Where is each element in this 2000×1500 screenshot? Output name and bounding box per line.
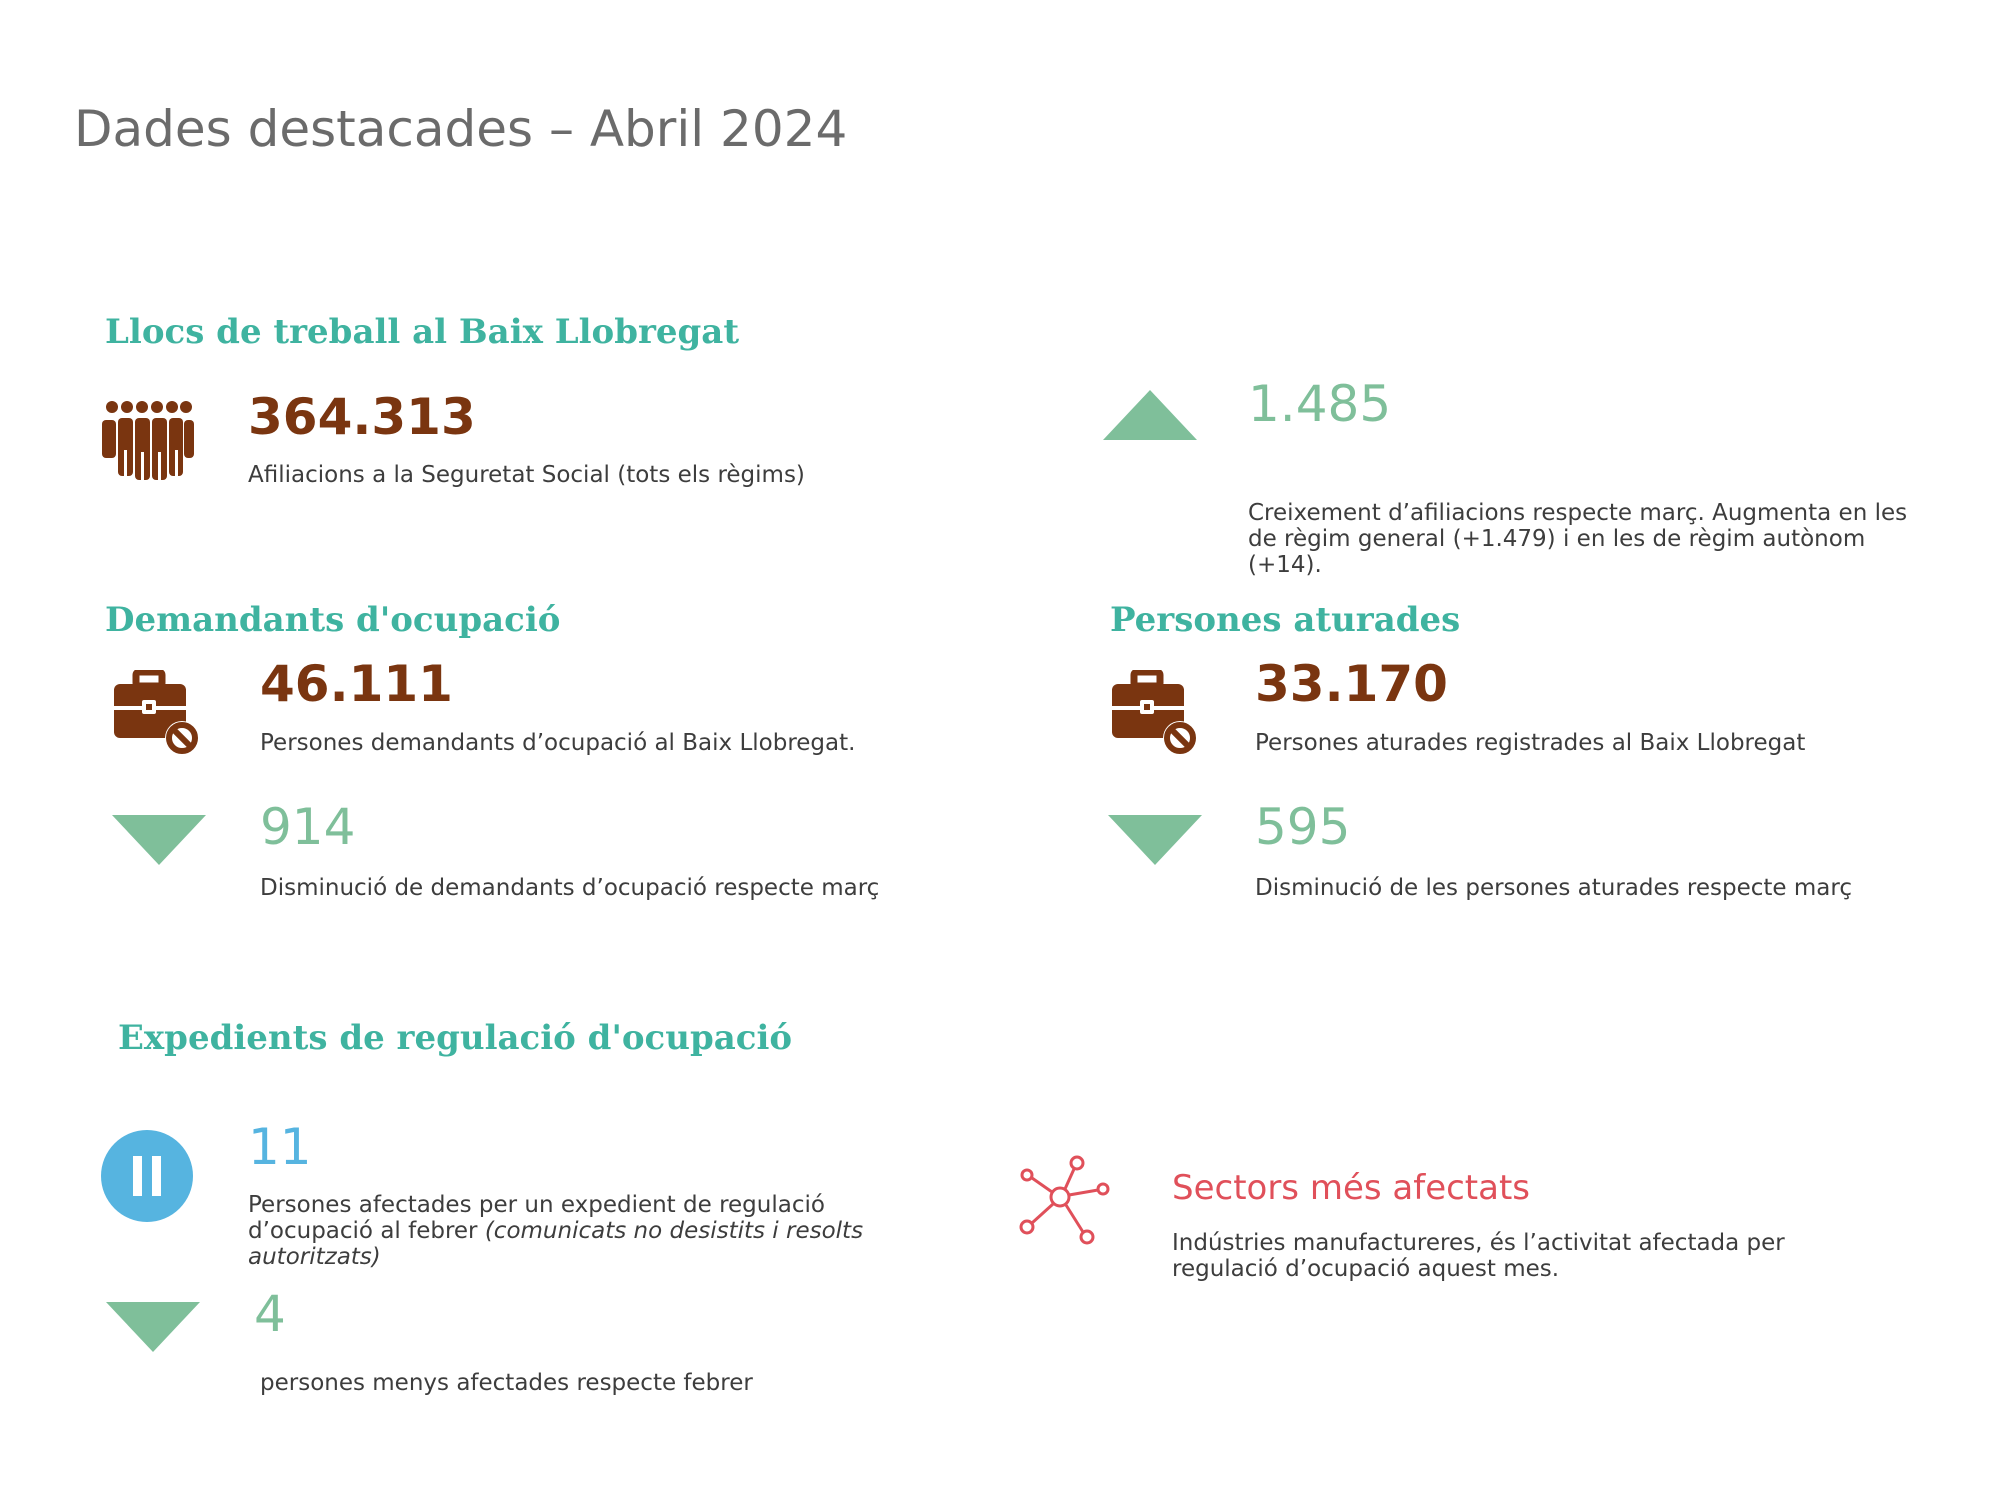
job-seekers-change-value: 914 bbox=[260, 798, 356, 856]
erto-description bbox=[248, 1192, 928, 1270]
jobs-value: 364.313 bbox=[248, 388, 476, 446]
people-group-icon bbox=[100, 400, 195, 480]
jobs-description: Afiliacions a la Seguretat Social (tots els règims) bbox=[248, 462, 805, 488]
job-seekers-change-description: Disminució de demandants d’ocupació respecte març bbox=[260, 875, 880, 901]
jobs-change-description: Creixement d’afiliacions respecte març. Augmenta en les de règim general (+1.479) i en les de règim autònom (+14). bbox=[1248, 500, 1908, 578]
job-seekers-description: Persones demandants d’ocupació al Baix Llobregat. bbox=[260, 730, 856, 756]
unemployed-description: Persones aturades registrades al Baix Llobregat bbox=[1255, 730, 1806, 756]
erto-change-value: 4 bbox=[254, 1285, 286, 1343]
triangle-down-icon bbox=[112, 815, 206, 865]
erto-section-title: Expedients de regulació d'ocupació bbox=[118, 1018, 793, 1058]
unemployed-section-title: Persones aturades bbox=[1110, 600, 1461, 640]
erto-change-description: persones menys afectades respecte febrer bbox=[260, 1370, 753, 1396]
jobs-section-title: Llocs de treball al Baix Llobregat bbox=[105, 312, 740, 352]
sectors-title: Sectors més afectats bbox=[1172, 1168, 1531, 1208]
triangle-up-icon bbox=[1103, 390, 1197, 440]
network-nodes-icon bbox=[1015, 1155, 1115, 1245]
sectors-description: Indústries manufactureres, és l’activitat afectada per regulació d’ocupació aquest mes. bbox=[1172, 1230, 1785, 1282]
erto-value: 11 bbox=[248, 1118, 312, 1176]
unemployed-value: 33.170 bbox=[1255, 655, 1448, 713]
unemployed-change-description: Disminució de les persones aturades respecte març bbox=[1255, 875, 1852, 901]
briefcase-ban-icon bbox=[1108, 670, 1203, 760]
erto-description-main: Persones afectades per un expedient de regulació d’ocupació al febrer bbox=[248, 1192, 825, 1244]
pause-circle-icon bbox=[101, 1130, 193, 1222]
triangle-down-icon bbox=[106, 1302, 200, 1352]
triangle-down-icon bbox=[1108, 815, 1202, 865]
unemployed-change-value: 595 bbox=[1255, 798, 1351, 856]
job-seekers-value: 46.111 bbox=[260, 655, 453, 713]
erto-description-note: (comunicats no desistits i resolts autoritzats) bbox=[248, 1218, 864, 1270]
briefcase-ban-icon bbox=[110, 670, 205, 760]
page-title: Dades destacades – Abril 2024 bbox=[74, 100, 848, 158]
jobs-change-value: 1.485 bbox=[1248, 375, 1392, 433]
job-seekers-section-title: Demandants d'ocupació bbox=[105, 600, 561, 640]
